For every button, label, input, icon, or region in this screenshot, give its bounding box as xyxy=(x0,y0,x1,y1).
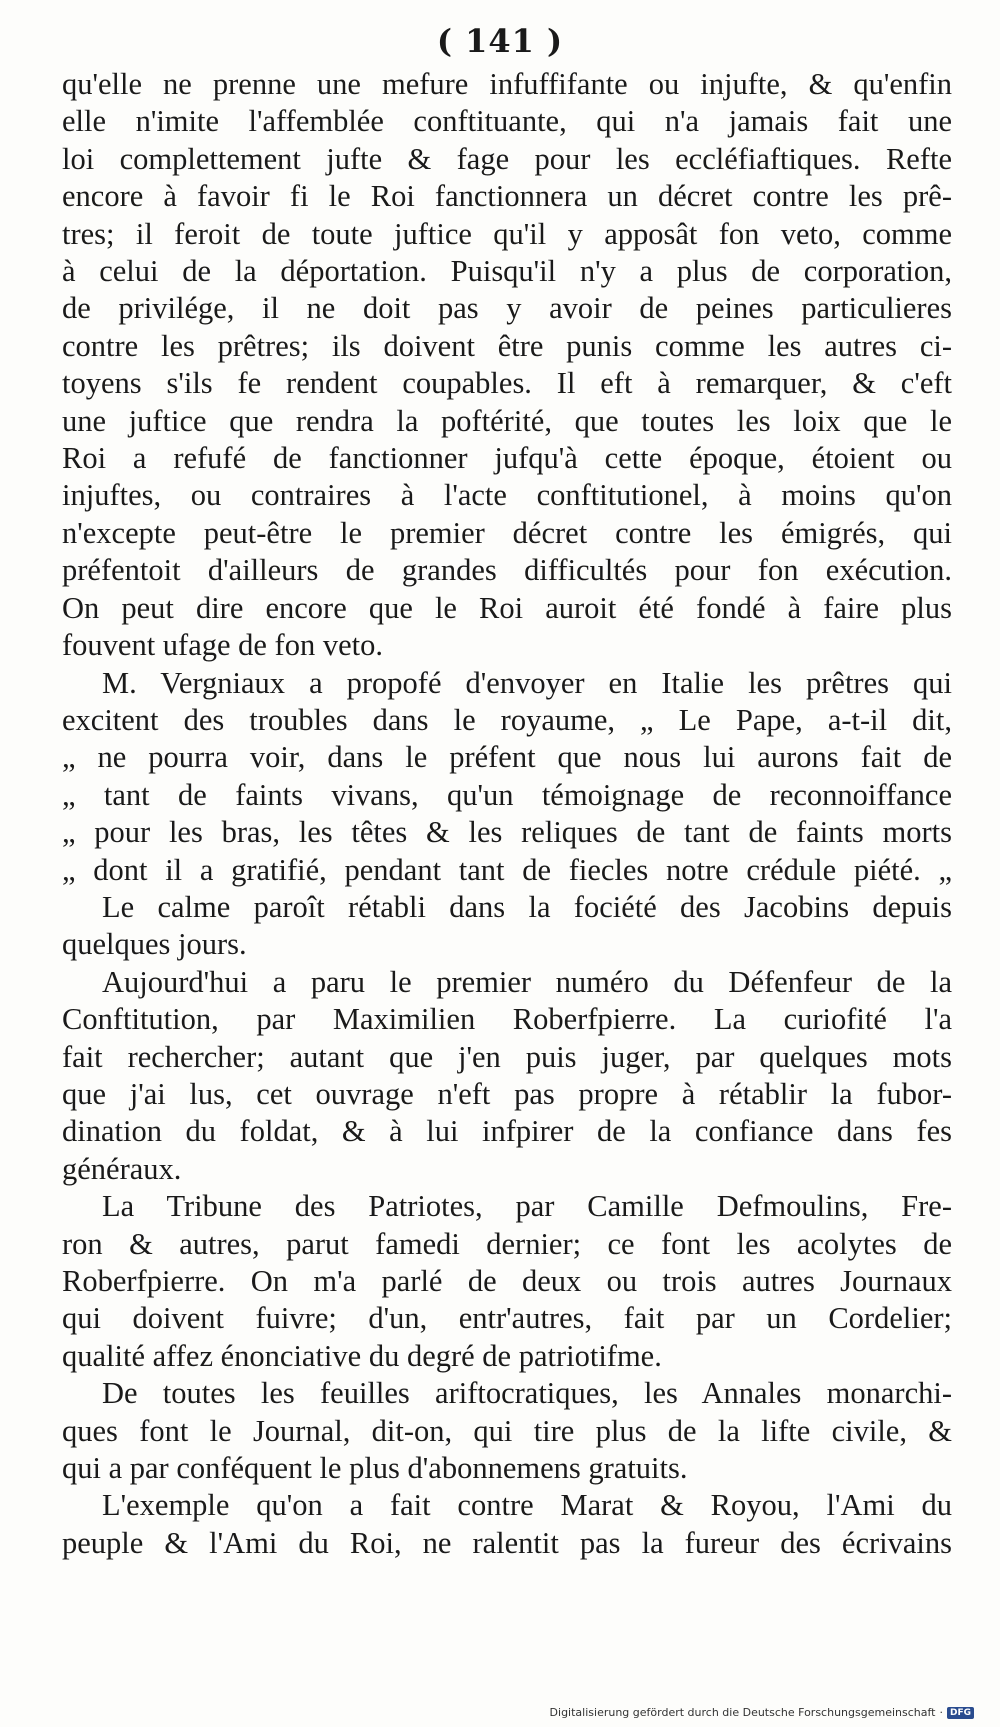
digitization-footer: Digitalisierung gefördert durch die Deutsche Forschungsgemeinschaft · DFG xyxy=(550,1706,974,1719)
text-line: peuple & l'Ami du Roi, ne ralentit pas la fureur des écrivains xyxy=(62,1525,952,1560)
text-line: „ ne pourra voir, dans le préfent que nous lui aurons fait de xyxy=(62,740,952,775)
text-line: dination du foldat, & à lui infpirer de la confiance dans fes xyxy=(62,1114,952,1149)
text-line: généraux. xyxy=(62,1151,182,1186)
text-line: elle n'imite l'affemblée conftituante, qui n'a jamais fait une xyxy=(62,104,952,139)
text-line: Roi a refufé de fanctionner jufqu'à cette époque, étoient ou xyxy=(62,441,952,476)
text-line: qui a par conféquent le plus d'abonnemens gratuits. xyxy=(62,1451,688,1486)
body-text xyxy=(62,66,952,1562)
text-line: excitent des troubles dans le royaume, „ Le Pape, a-t-il dit, xyxy=(62,702,952,737)
text-line: encore à favoir fi le Roi fanctionnera un décret contre les prê- xyxy=(62,179,952,214)
text-line: „ tant de faints vivans, qu'un témoignage de reconnoiffance xyxy=(62,777,952,812)
text-line: contre les prêtres; ils doivent être punis comme les autres ci- xyxy=(62,328,952,363)
text-line: une juftice que rendra la poftérité, que toutes les loix que le xyxy=(62,403,952,438)
text-line: On peut dire encore que le Roi auroit été fondé à faire plus xyxy=(62,590,952,625)
text-line: qui doivent fuivre; d'un, entr'autres, fait par un Cordelier; xyxy=(62,1301,952,1336)
text-line: qualité affez énonciative du degré de patriotifme. xyxy=(62,1338,662,1373)
text-line: La Tribune des Patriotes, par Camille Defmoulins, Fre- xyxy=(102,1189,952,1224)
text-line: de privilége, il ne doit pas y avoir de peines particulieres xyxy=(62,291,952,326)
text-line: loi complettement jufte & fage pour les eccléfiaftiques. Refte xyxy=(62,141,952,176)
text-line: Aujourd'hui a paru le premier numéro du Défenfeur de la xyxy=(102,964,952,999)
text-line: fouvent ufage de fon veto. xyxy=(62,628,383,663)
text-line: quelques jours. xyxy=(62,927,247,962)
dfg-logo-icon: DFG xyxy=(947,1707,974,1719)
text-line: tres; il feroit de toute juftice qu'il y apposât fon veto, comme xyxy=(62,216,952,251)
text-line: L'exemple qu'on a fait contre Marat & Royou, l'Ami du xyxy=(102,1488,952,1523)
footer-credit: Digitalisierung gefördert durch die Deutsche Forschungsgemeinschaft xyxy=(549,1706,936,1719)
text-line: „ pour les bras, les têtes & les reliques de tant de faints morts xyxy=(62,815,952,850)
text-line: qu'elle ne prenne une mefure infuffifante ou injufte, & qu'enfin xyxy=(62,67,952,101)
text-line: à celui de la déportation. Puisqu'il n'y a plus de corporation, xyxy=(62,254,952,289)
text-line: préfentoit d'ailleurs de grandes difficultés pour fon exécution. xyxy=(62,553,952,588)
text-line: fait rechercher; autant que j'en puis juger, par quelques mots xyxy=(62,1039,952,1074)
text-line: De toutes les feuilles ariftocratiques, les Annales monarchi- xyxy=(102,1376,952,1411)
page-number: ( 141 ) xyxy=(436,22,564,60)
text-line: ques font le Journal, dit-on, qui tire plus de la lifte civile, & xyxy=(62,1413,952,1448)
text-line: toyens s'ils fe rendent coupables. Il eft à remarquer, & c'eft xyxy=(62,366,952,401)
text-line: Conftitution, par Maximilien Roberfpierre. La curiofité l'a xyxy=(62,1002,952,1037)
text-line: n'excepte peut-être le premier décret contre les émigrés, qui xyxy=(62,515,952,550)
text-line: Le calme paroît rétabli dans la fociété des Jacobins depuis xyxy=(102,889,952,924)
text-line: „ dont il a gratifié, pendant tant de fiecles notre crédule piété. „ xyxy=(62,852,952,887)
text-line: que j'ai lus, cet ouvrage n'eft pas propre à rétablir la fubor- xyxy=(62,1076,952,1111)
text-line: injuftes, ou contraires à l'acte conftitutionel, à moins qu'on xyxy=(62,478,952,513)
text-line: M. Vergniaux a propofé d'envoyer en Italie les prêtres qui xyxy=(102,665,952,700)
text-line: Roberfpierre. On m'a parlé de deux ou trois autres Journaux xyxy=(62,1264,952,1298)
text-line: ron & autres, parut famedi dernier; ce font les acolytes de xyxy=(62,1226,952,1261)
